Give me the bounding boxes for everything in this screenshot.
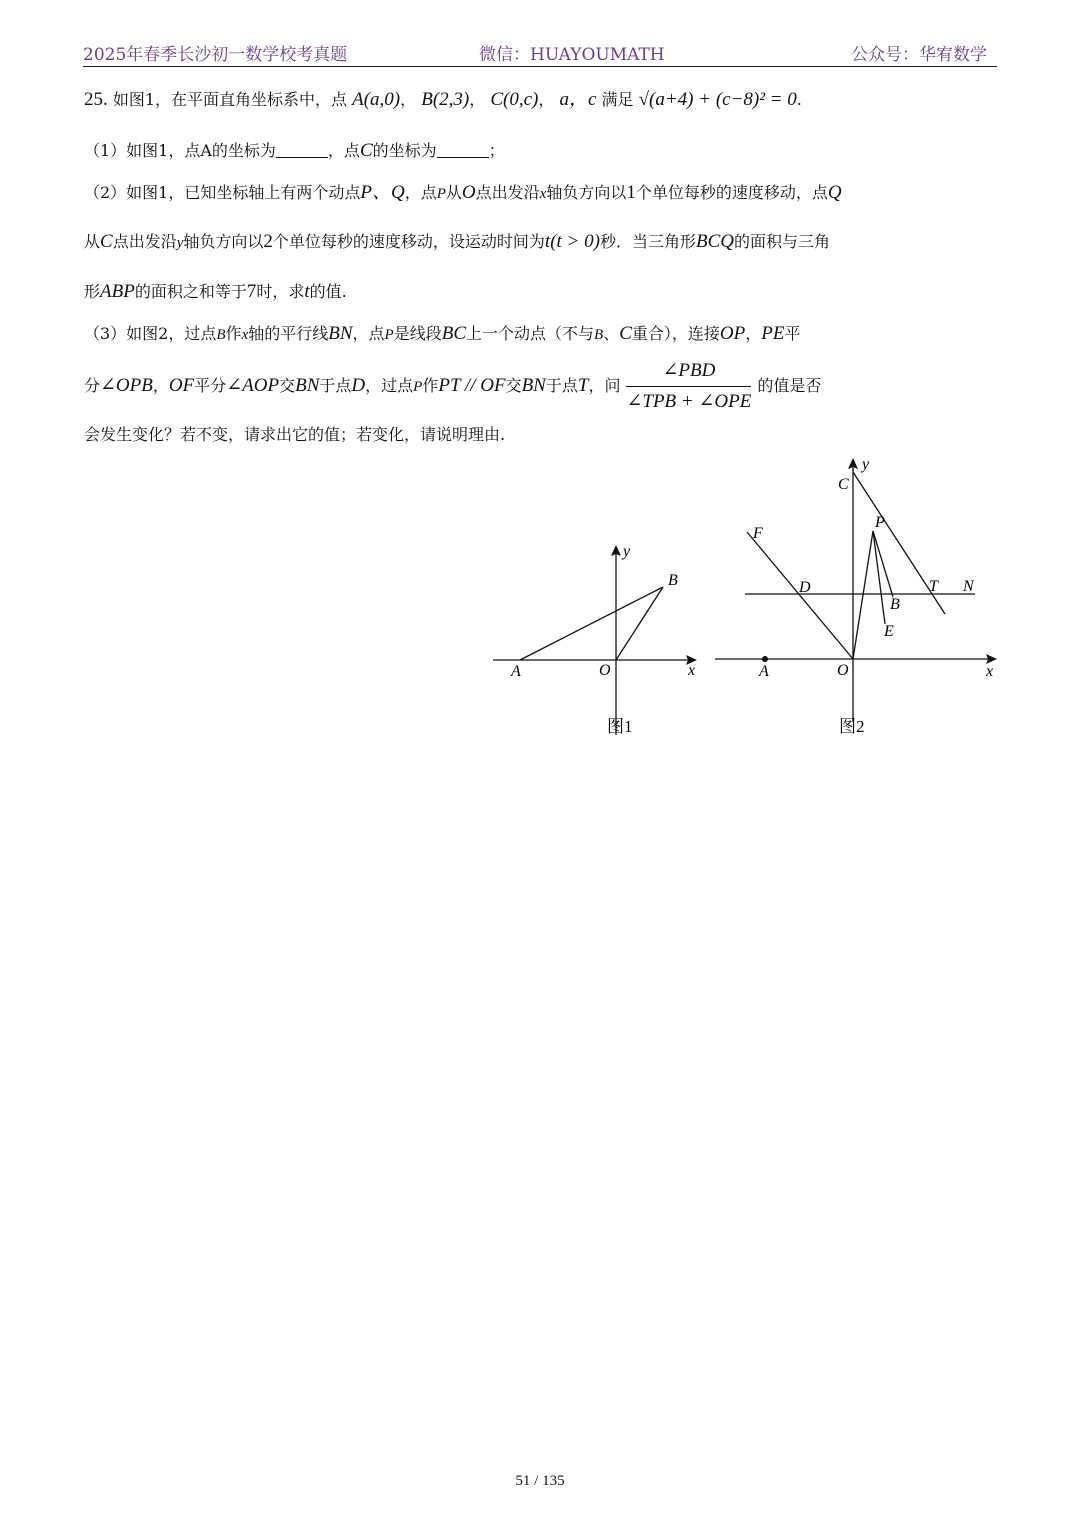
point-a: A(a,0) <box>352 89 401 110</box>
segment-ob <box>616 587 663 660</box>
part-3-line-3: 会发生变化？若不变，请求出它的值；若变化，请说明理由. <box>84 425 506 444</box>
label-x: x <box>688 662 696 679</box>
label-c: C <box>838 476 849 493</box>
header-title: 2025年春季长沙初一数学校考真题 <box>83 45 348 65</box>
header-wechat: 微信：HUAYOUMATH <box>479 45 665 65</box>
label-o: O <box>599 662 611 679</box>
part-2-line-3: 形ABP的面积之和等于7时，求t的值. <box>84 281 347 302</box>
answer-blank-a[interactable] <box>276 141 328 158</box>
part-3-line-2: 分∠OPB，OF平分∠AOP交BN于点D，过点P作PT // OF交BN于点T，问 $\frac{\text{∠PBD}}{\text{∠TPB + ∠OPE}}$ 的值是否 <box>84 358 998 415</box>
caption-figure-2: 图2 <box>839 717 865 736</box>
part-2-line-1: （2）如图1，已知坐标轴上有两个动点P、Q，点P从O点出发沿x轴负方向以1个单位每秒的速度移动，点Q <box>84 182 842 203</box>
label-a: A <box>511 663 521 680</box>
point-b: B(2,3) <box>421 89 470 110</box>
part-3-line-1: （3）如图2，过点B作x轴的平行线BN，点P是线段BC上一个动点（不与B、C重合），连接OP，PE平 <box>84 323 801 344</box>
answer-blank-c[interactable] <box>437 141 489 158</box>
label-p: P <box>875 514 885 531</box>
figure-2 <box>705 452 1005 742</box>
point-a-dot <box>762 656 768 662</box>
label-b: B <box>890 596 900 613</box>
angle-fraction: $\frac{\text{∠PBD}}{\text{∠TPB + ∠OPE}}$ <box>626 360 752 412</box>
label-t: T <box>929 578 938 595</box>
part-1: （1）如图1，点A的坐标为 ，点C的坐标为 ； <box>84 140 505 161</box>
figure-1 <box>490 540 705 740</box>
segment-ab <box>520 587 663 660</box>
label-e: E <box>884 623 894 640</box>
label-n: N <box>963 578 974 595</box>
label-o: O <box>837 662 849 679</box>
segment-op <box>853 531 873 659</box>
condition-formula: √(a+4) + (c−8)² = 0 <box>638 89 797 110</box>
vars: a，c <box>559 89 597 110</box>
label-x: x <box>986 663 994 680</box>
point-c: C(0,c) <box>490 89 539 110</box>
segment-pb <box>873 531 893 597</box>
caption-figure-1: 图1 <box>607 717 633 736</box>
page-number: 51 / 135 <box>515 1473 565 1489</box>
part-2-line-2: 从C点出发沿y轴负方向以2个单位每秒的速度移动，设运动时间为t(t > 0)秒．当三角形BCQ的面积与三角 <box>84 231 830 252</box>
label-y: y <box>623 543 631 560</box>
label-f: F <box>753 525 763 542</box>
label-d: D <box>799 579 811 596</box>
label-b: B <box>668 572 678 589</box>
page-header <box>83 38 997 67</box>
label-a: A <box>759 663 769 680</box>
label-y: y <box>862 456 870 473</box>
question-intro: 25. 如图1，在平面直角坐标系中，点 A(a,0)， B(2,3)， C(0,c)， a，c 满足 √(a+4) + (c−8)² = 0. <box>84 89 802 110</box>
header-account: 公众号：华宥数学 <box>851 45 987 65</box>
segment-pe <box>873 531 885 624</box>
